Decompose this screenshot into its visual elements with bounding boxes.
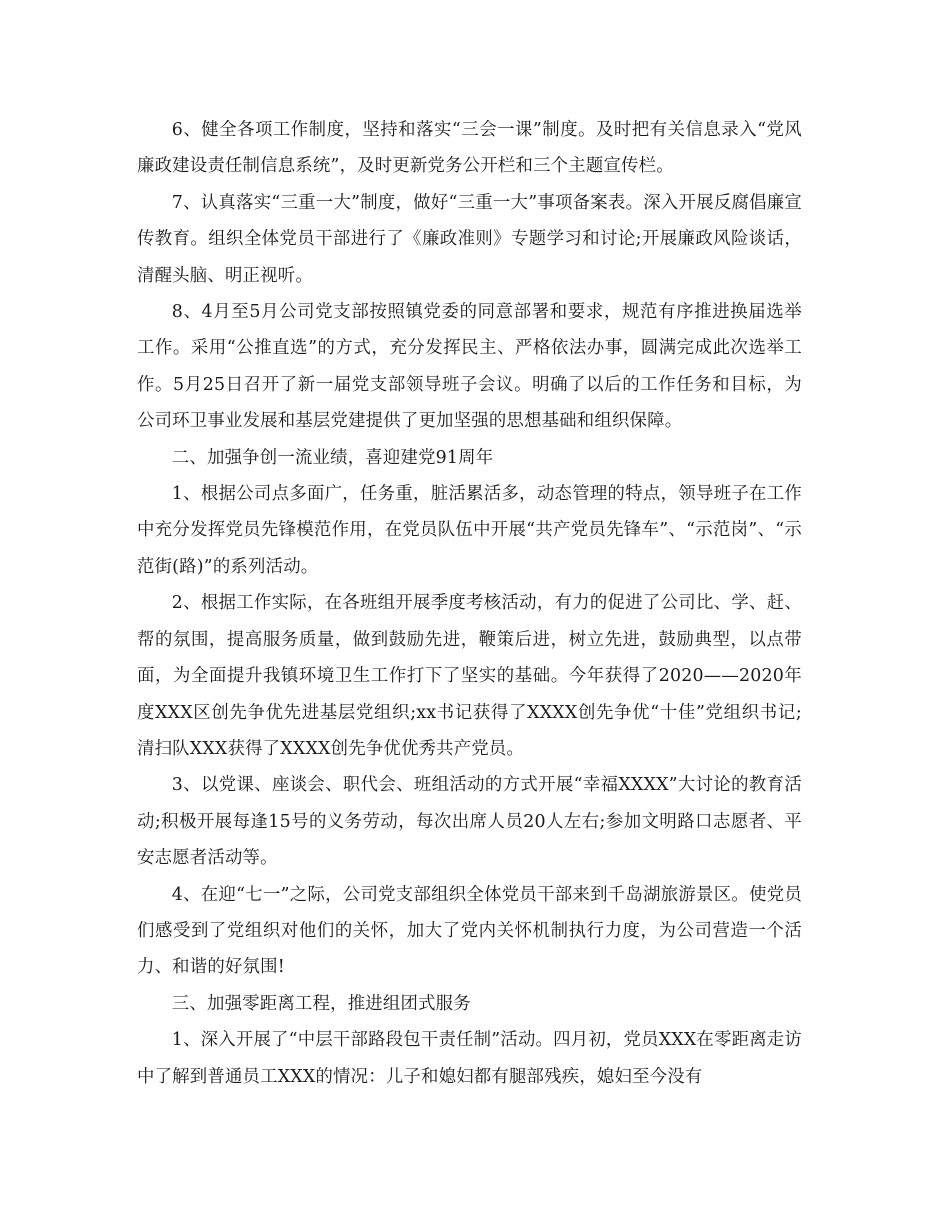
paragraph-item-7: 7、认真落实“三重一大”制度，做好“三重一大”事项备案表。深入开展反腐倡廉宣传教育。组织全体党员干部进行了《廉政准则》专题学习和讨论;开展廉政风险谈话，清醒头脑、明正视听。 bbox=[137, 192, 802, 286]
paragraph-section3-item-1: 1、深入开展了“中层干部路段包干责任制”活动。四月初，党员XXX在零距离走访中了解到普通员工XXX的情况：儿子和媳妇都有腿部残疾，媳妇至今没有 bbox=[137, 1030, 802, 1087]
paragraph-section2-item-3: 3、以党课、座谈会、职代会、班组活动的方式开展“幸福XXXX”大讨论的教育活动;积极开展每逢15号的义务劳动，每次出席人员20人左右;参加文明路口志愿者、平安志愿者活动等。 bbox=[137, 775, 802, 869]
paragraph-item-6: 6、健全各项工作制度，坚持和落实“三会一课”制度。及时把有关信息录入“党风廉政建设责任制信息系统”，及时更新党务公开栏和三个主题宣传栏。 bbox=[137, 120, 802, 177]
paragraph-item-8: 8、4月至5月公司党支部按照镇党委的同意部署和要求，规范有序推进换届选举工作。采用“公推直选”的方式，充分发挥民主、严格依法办事，圆满完成此次选举工作。5月25日召开了新一届党支部领导班子会议。明确了以后的工作任务和目标，为公司环卫事业发展和基层党建提供了更加坚强的思想基础和组织保障。 bbox=[137, 302, 802, 432]
paragraph-section2-item-2: 2、根据工作实际，在各班组开展季度考核活动，有力的促进了公司比、学、赶、帮的氛围，提高服务质量，做到鼓励先进，鞭策后进，树立先进，鼓励典型，以点带面，为全面提升我镇环境卫生工作打下了坚实的基础。今年获得了2020——2020年度XXX区创先争优先进基层党组织;xx书记获得了XXXX创先争优“十佳”党组织书记;清扫队XXX获得了XXXX创先争优优秀共产党员。 bbox=[137, 593, 802, 759]
section-heading-2: 二、加强争创一流业绩，喜迎建党91周年 bbox=[171, 447, 494, 468]
document-body bbox=[137, 112, 802, 1095]
section-heading-3: 三、加强零距离工程，推进组团式服务 bbox=[171, 993, 471, 1014]
paragraph-section2-item-1: 1、根据公司点多面广，任务重，脏活累活多，动态管理的特点，领导班子在工作中充分发挥党员先锋模范作用，在党员队伍中开展“共产党员先锋车”、“示范岗”、“示范街(路)”的系列活动。 bbox=[137, 484, 802, 577]
paragraph-section2-item-4: 4、在迎“七一”之际，公司党支部组织全体党员干部来到千岛湖旅游景区。使党员们感受到了党组织对他们的关怀，加大了党内关怀机制执行力度，为公司营造一个活力、和谐的好氛围! bbox=[137, 884, 802, 978]
